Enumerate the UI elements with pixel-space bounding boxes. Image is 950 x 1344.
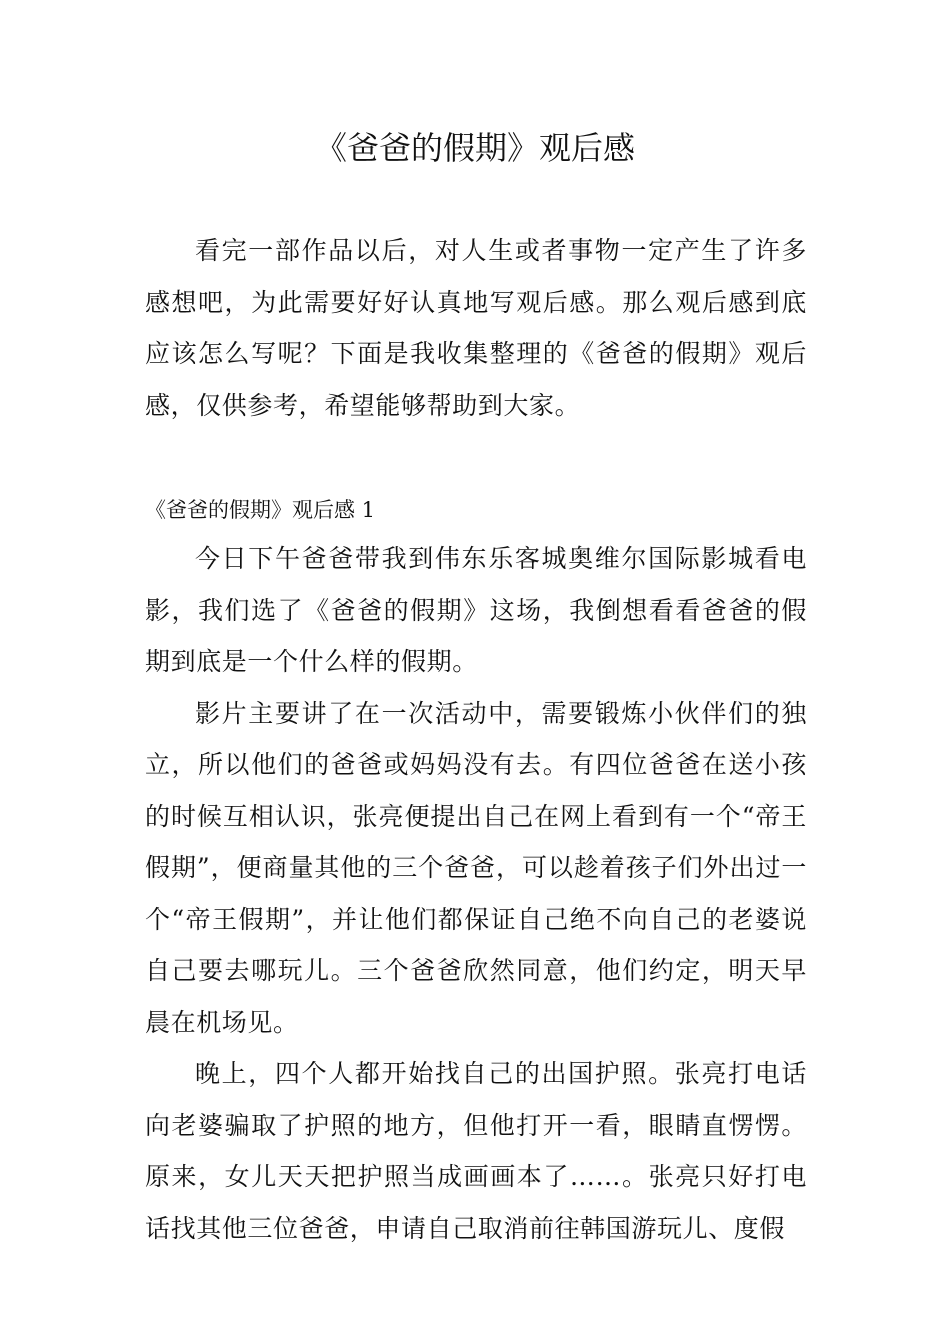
body-paragraph-1: 今日下午爸爸带我到伟东乐客城奥维尔国际影城看电影，我们选了《爸爸的假期》这场，我倒想看看爸爸的假期到底是一个什么样的假期。 bbox=[145, 544, 807, 676]
intro-paragraph: 看完一部作品以后，对人生或者事物一定产生了许多感想吧，为此需要好好认真地写观后感。那么观后感到底应该怎么写呢？下面是我收集整理的《爸爸的假期》观后感，仅供参考，希望能够帮助到大家。 bbox=[145, 236, 807, 420]
document-body bbox=[145, 225, 807, 1254]
body-paragraph-3: 晚上，四个人都开始找自己的出国护照。张亮打电话向老婆骗取了护照的地方，但他打开一看，眼睛直愣愣。原来，女儿天天把护照当成画画本了……。张亮只好打电话找其他三位爸爸，申请自己取消前往韩国游玩儿、度假 bbox=[145, 1059, 807, 1243]
page-title: 《爸爸的假期》观后感 bbox=[314, 129, 635, 167]
section-heading: 《爸爸的假期》观后感 1 bbox=[145, 498, 376, 522]
body-paragraph-2: 影片主要讲了在一次活动中，需要锻炼小伙伴们的独立，所以他们的爸爸或妈妈没有去。有四位爸爸在送小孩的时候互相认识，张亮便提出自己在网上看到有一个“帝王假期”，便商量其他的三个爸爸，可以趁着孩子们外出过一个“帝王假期”，并让他们都保证自己绝不向自己的老婆说自己要去哪玩儿。三个爸爸欣然同意，他们约定，明天早晨在机场见。 bbox=[145, 698, 807, 1037]
